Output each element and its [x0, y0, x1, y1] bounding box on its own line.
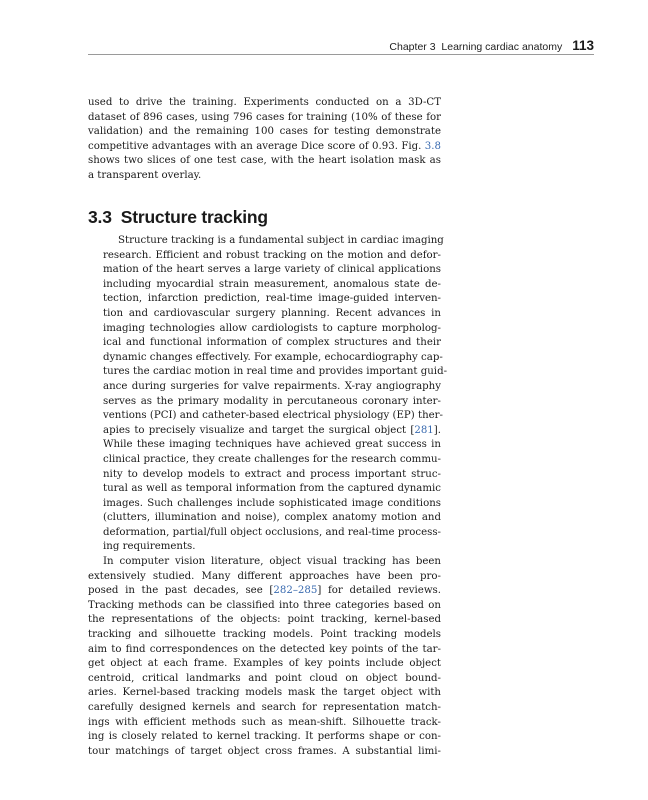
paragraph-2 — [88, 555, 441, 759]
text-line: tour matchings of target object cross frames. A substantial limi- — [88, 745, 441, 757]
chapter-label: Chapter 3 Learning cardiac anatomy — [389, 41, 563, 53]
page-number: 113 — [572, 38, 594, 53]
text-line: carefully designed kernels and search for representation match- — [88, 702, 441, 713]
text-line: ventions (PCI) and catheter-based electrical physiology (EP) ther- — [103, 410, 443, 422]
text-line: images. Such challenges include sophisticated image conditions — [103, 497, 441, 509]
text-line: mation of the heart serves a large variety of clinical applications — [103, 264, 441, 276]
section-number: 3.3 — [88, 207, 112, 227]
text-line: tion and cardiovascular surgery planning. Recent advances in — [103, 307, 441, 319]
section-body — [88, 234, 448, 759]
text-line: (clutters, illumination and noise), complex anatomy motion and — [103, 512, 441, 524]
citation-link[interactable]: 282–285 — [273, 585, 318, 597]
text-line: In computer vision literature, object visual tracking has been — [103, 556, 441, 568]
text-line: used to drive the training. Experiments conducted on a 3D-CT — [88, 97, 441, 108]
text-line: nity to develop models to extract and process important struc- — [103, 468, 441, 480]
text-line: deformation, partial/full object occlusions, and real-time process- — [103, 526, 441, 538]
text-line: a transparent overlay. — [88, 169, 202, 181]
text-line: tures the cardiac motion in real time and provides important guid- — [103, 366, 448, 378]
text-line: validation) and the remaining 100 cases for testing demonstrate — [88, 126, 441, 138]
text-line: ings with efficient methods such as mean-shift. Silhouette track- — [88, 716, 441, 728]
citation-link[interactable]: 281 — [414, 424, 434, 436]
text-line: tracking and silhouette tracking models. Point tracking models — [88, 629, 441, 641]
text-line: centroid, critical landmarks and point cloud on object bound- — [88, 672, 441, 684]
text-line: Structure tracking is a fundamental subject in cardiac imaging — [118, 235, 444, 246]
text-line: research. Efficient and robust tracking on the motion and defor- — [103, 249, 441, 261]
text-line: shows two slices of one test case, with the heart isolation mask as — [88, 155, 441, 167]
text-line: posed in the past decades, see [282–285] for detailed reviews. — [88, 585, 442, 597]
text-line: imaging technologies allow cardiologists to capture morpholog- — [103, 322, 441, 334]
text-line: including myocardial strain measurement, anomalous state de- — [103, 278, 441, 290]
text-line: ical and functional information of complex structures and their — [103, 337, 441, 349]
text-line: serves as the primary modality in percutaneous coronary inter- — [103, 395, 441, 407]
text-line: tection, infarction prediction, real-time image-guided interven- — [103, 293, 441, 305]
text-line: aim to find correspondences on the detected key points of the tar- — [88, 643, 441, 655]
text-line: tural as well as temporal information from the captured dynamic — [103, 483, 441, 495]
text-line: dynamic changes effectively. For example, echocardiography cap- — [103, 351, 443, 363]
text-line: competitive advantages with an average Dice score of 0.93. Fig. 3.8 — [88, 140, 441, 152]
text-line: ing is closely related to kernel tracking. It performs shape or con- — [88, 731, 441, 743]
section-title: Structure tracking — [120, 207, 268, 227]
text-line: dataset of 896 cases, using 796 cases for training (10% of these for — [88, 111, 441, 123]
text-line: While these imaging techniques have achieved great success in — [103, 439, 441, 451]
text-line: apies to precisely visualize and target the surgical object [281]. — [103, 424, 442, 436]
text-line: ance during surgeries for valve repairments. X-ray angiography — [103, 380, 441, 392]
text-line: extensively studied. Many different approaches have been pro- — [88, 570, 441, 582]
text-line: Tracking methods can be classified into three categories based on — [88, 599, 441, 611]
text-line: aries. Kernel-based tracking models mask the target object with — [88, 687, 441, 699]
text-line: ing requirements. — [103, 541, 196, 553]
text-line: clinical practice, they create challenges for the research commu- — [103, 453, 441, 465]
running-head — [88, 37, 594, 55]
figure-reference-link[interactable]: 3.8 — [424, 140, 441, 152]
paragraph-1 — [88, 234, 448, 555]
intro-paragraph — [88, 96, 441, 184]
text-line: the representations of the objects: point tracking, kernel-based — [88, 614, 441, 626]
text-line: get object at each frame. Examples of key points include object — [88, 658, 441, 670]
section-heading — [88, 206, 268, 228]
